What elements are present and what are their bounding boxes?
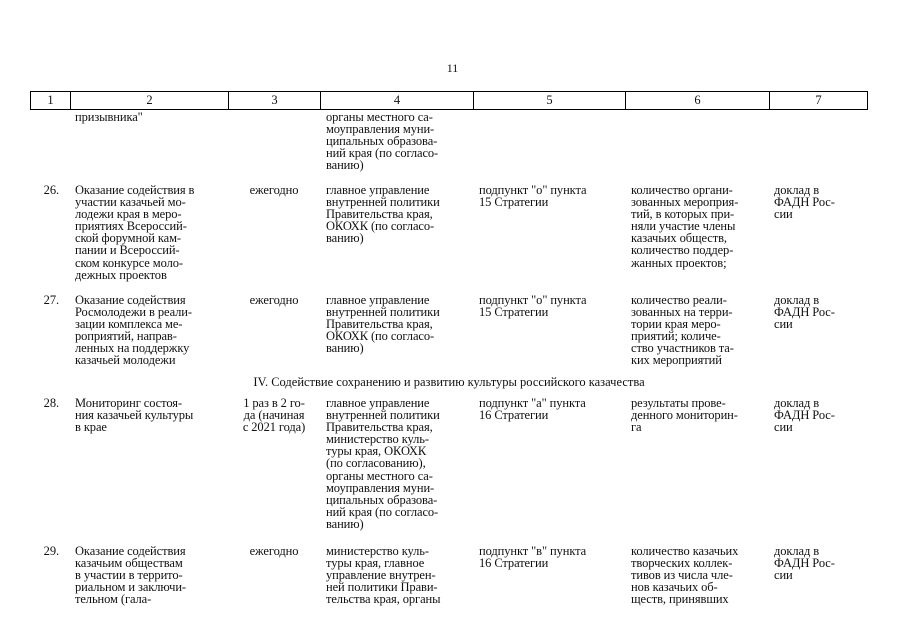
row-strategy-ref: подпункт "о" пункта 15 Стратегии (479, 293, 587, 320)
page-number: 11 (446, 61, 459, 75)
row-indicator: количество органи- зованных мероприя- тий, в которых при- няли участие члены казачьих обществ, количество поддер- жанных проектов; (631, 183, 739, 270)
row-measure: Оказание содействия в участии казачьей мо- лодежи края в меро- приятиях Всероссий- ской форумной кам- пании и Всероссий- ском конкурсе моло- дежных проектов (75, 183, 195, 282)
row-deadline: 1 раз в 2 го- да (начиная с 2021 года) (242, 396, 306, 435)
row-report: доклад в ФАДН Рос- сии (774, 544, 835, 583)
row-report: доклад в ФАДН Рос- сии (774, 183, 835, 222)
row-measure: Оказание содействия Росмолодежи в реали- зации комплекса ме- роприятий, направ- ленных на поддержку казачьей молодежи (75, 293, 192, 368)
row-indicator: результаты прове- денного мониторин- га (631, 396, 738, 435)
row-number: 28. (43, 396, 59, 410)
row-number: 27. (43, 293, 59, 307)
row-number: 26. (43, 183, 59, 197)
row-deadline: ежегодно (249, 544, 299, 558)
row-executor: главное управление внутренней политики Правительства края, министерство куль- туры края, ОКОХК (по согласованию), органы местного са- моуправления муни- ципальных образова- ний края (по согласо- ванию) (326, 396, 440, 531)
row-executor: главное управление внутренней политики Правительства края, ОКОХК (по согласо- ванию) (326, 293, 440, 356)
row-indicator: количество казачьих творческих коллек- тивов из числа чле- нов казачьих об- ществ, принявших (631, 544, 739, 607)
header-col-4: 4 (321, 92, 474, 109)
continued-measure-text: призывника" (75, 110, 143, 124)
row-indicator: количество реали- зованных на терри- тории края меро- приятий; количе- ство участников та- ких мероприятий (631, 293, 734, 368)
row-strategy-ref: подпункт "в" пункта 16 Стратегии (479, 544, 587, 571)
row-measure: Мониторинг состоя- ния казачьей культуры в крае (75, 396, 194, 435)
row-strategy-ref: подпункт "о" пункта 15 Стратегии (479, 183, 587, 210)
section-heading: IV. Содействие сохранению и развитию культуры российского казачества (253, 375, 645, 389)
row-report: доклад в ФАДН Рос- сии (774, 293, 835, 332)
header-col-5: 5 (474, 92, 626, 109)
row-deadline: ежегодно (249, 293, 299, 307)
row-executor: главное управление внутренней политики Правительства края, ОКОХК (по согласо- ванию) (326, 183, 440, 246)
table-header-row (30, 91, 868, 110)
row-report: доклад в ФАДН Рос- сии (774, 396, 835, 435)
header-col-1: 1 (31, 92, 71, 109)
row-deadline: ежегодно (249, 183, 299, 197)
header-col-2: 2 (71, 92, 229, 109)
header-col-6: 6 (626, 92, 770, 109)
header-col-7: 7 (815, 93, 822, 107)
row-number: 29. (43, 544, 59, 558)
continued-executor-text: органы местного са- моуправления муни- ципальных образова- ний края (по согласо- ванию) (326, 110, 439, 173)
row-executor: министерство куль- туры края, главное управление внутрен- ней политики Прави- тельства края, органы (326, 544, 441, 607)
header-col-3: 3 (229, 92, 321, 109)
row-strategy-ref: подпункт "а" пункта 16 Стратегии (479, 396, 586, 423)
row-measure: Оказание содействия казачьим обществам в участии в террито- риальном и заключи- тельном (гала- (75, 544, 186, 607)
